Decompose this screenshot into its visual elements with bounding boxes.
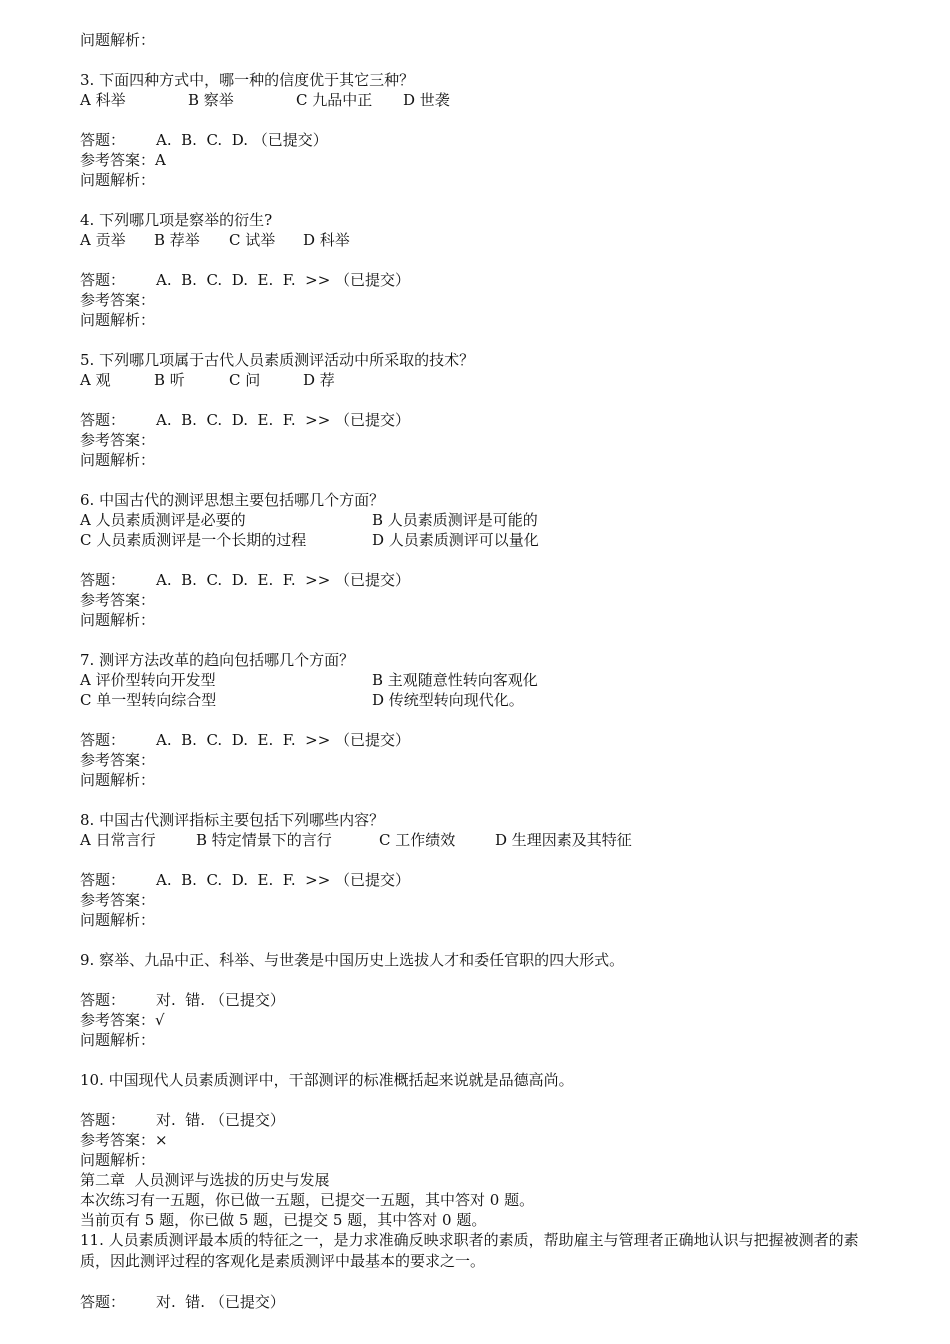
answer-row	[80, 730, 880, 750]
options-row	[80, 530, 880, 550]
analysis-label: 问题解析：	[80, 1151, 156, 1169]
reference-answer	[80, 1010, 880, 1030]
question-text	[80, 210, 880, 230]
question-stem: 察举、九品中正、科举、与世袭是中国历史上选拔人才和委任官职的四大形式。	[99, 951, 625, 969]
reference-label: 参考答案：	[80, 431, 156, 449]
option-d: D 生理因素及其特征	[495, 831, 632, 849]
analysis-label: 问题解析：	[80, 451, 156, 469]
reference-label: 参考答案：	[80, 891, 156, 909]
answer-label: 答题：	[80, 1293, 126, 1311]
option-b: B 人员素质测评是可能的	[372, 511, 538, 529]
question-number: 5.	[80, 351, 95, 369]
option-a: A 评价型转向开发型	[80, 671, 216, 689]
question-stem: 人员素质测评最本质的特征之一，是力求准确反映求职者的素质，帮助雇主与管理者正确地认识与把握被测者的素质，因此测评过程的客观化是素质测评中最基本的要求之一。	[80, 1231, 859, 1270]
question-stem: 中国现代人员素质测评中，干部测评的标准概括起来说就是品德高尚。	[108, 1071, 574, 1089]
question-block	[80, 70, 880, 190]
option-b: B 特定情景下的言行	[196, 831, 332, 849]
reference-value: ×	[155, 1131, 168, 1149]
option-c: C 试举	[229, 231, 276, 249]
option-c: C 人员素质测评是一个长期的过程	[80, 531, 307, 549]
answer-row	[80, 410, 880, 430]
question-block	[80, 1070, 880, 1170]
analysis-label: 问题解析：	[80, 1031, 156, 1049]
answer-choices[interactable]: A. B. C. D. （已提交）	[156, 131, 328, 149]
options-row	[80, 90, 880, 110]
reference-value: √	[155, 1011, 165, 1029]
options-row	[80, 510, 880, 530]
answer-choices[interactable]: 对. 错. （已提交）	[156, 1293, 285, 1311]
question-block	[80, 810, 880, 930]
answer-choices[interactable]: A. B. C. D. E. F. >> （已提交）	[156, 271, 411, 289]
analysis-label: 问题解析：	[80, 611, 156, 629]
question-number: 10.	[80, 1071, 104, 1089]
option-c: C 单一型转向综合型	[80, 691, 217, 709]
question-number: 6.	[80, 491, 95, 509]
question-block	[80, 650, 880, 790]
question-number: 8.	[80, 811, 95, 829]
answer-label: 答题：	[80, 271, 126, 289]
option-a: A 观	[80, 371, 111, 389]
option-a: A 人员素质测评是必要的	[80, 511, 246, 529]
answer-label: 答题：	[80, 871, 126, 889]
option-a: A 贡举	[80, 231, 126, 249]
option-d: D 传统型转向现代化。	[372, 691, 524, 709]
answer-choices[interactable]: A. B. C. D. E. F. >> （已提交）	[156, 571, 411, 589]
question-text	[80, 810, 880, 830]
reference-answer	[80, 890, 880, 910]
answer-label: 答题：	[80, 991, 126, 1009]
answer-label: 答题：	[80, 571, 126, 589]
option-d: D 世袭	[403, 91, 450, 109]
options-row	[80, 230, 880, 250]
analysis-label: 问题解析：	[80, 911, 156, 929]
question-number: 11.	[80, 1231, 104, 1249]
reference-label: 参考答案：	[80, 591, 156, 609]
question-number: 4.	[80, 211, 95, 229]
question-number: 3.	[80, 71, 95, 89]
answer-row	[80, 870, 880, 890]
option-c: C 工作绩效	[379, 831, 456, 849]
question-number: 9.	[80, 951, 95, 969]
answer-label: 答题：	[80, 1111, 126, 1129]
analysis-label: 问题解析：	[80, 31, 156, 49]
option-c: C 问	[229, 371, 261, 389]
question-text	[80, 1070, 880, 1090]
question-stem: 中国古代测评指标主要包括下列哪些内容？	[99, 811, 385, 829]
reference-label: 参考答案：	[80, 751, 156, 769]
question-block	[80, 490, 880, 630]
option-b: B 主观随意性转向客观化	[372, 671, 538, 689]
practice-summary: 本次练习有一五题，你已做一五题，已提交一五题，其中答对 0 题。	[80, 1191, 535, 1209]
page-summary: 当前页有 5 题，你已做 5 题，已提交 5 题，其中答对 0 题。	[80, 1211, 487, 1229]
reference-label: 参考答案：	[80, 1131, 156, 1149]
option-a: A 日常言行	[80, 831, 156, 849]
question-block	[80, 350, 880, 470]
reference-answer	[80, 430, 880, 450]
question-text	[80, 950, 880, 970]
chapter-title: 第二章 人员测评与选拔的历史与发展	[80, 1171, 330, 1189]
question-number: 7.	[80, 651, 95, 669]
option-a: A 科举	[80, 91, 126, 109]
answer-label: 答题：	[80, 411, 126, 429]
reference-label: 参考答案：	[80, 1011, 156, 1029]
question-stem: 下列哪几项是察举的衍生?	[99, 211, 273, 229]
option-b: B 荐举	[154, 231, 200, 249]
option-c: C 九品中正	[296, 91, 373, 109]
analysis-label: 问题解析：	[80, 171, 156, 189]
answer-row	[80, 1110, 880, 1130]
quiz-page	[80, 30, 880, 1312]
answer-choices[interactable]: 对. 错. （已提交）	[156, 1111, 285, 1129]
question-block	[80, 950, 880, 1050]
answer-row	[80, 990, 880, 1010]
reference-answer	[80, 1130, 880, 1150]
answer-label: 答题：	[80, 131, 126, 149]
answer-row	[80, 1292, 880, 1312]
answer-choices[interactable]: A. B. C. D. E. F. >> （已提交）	[156, 411, 411, 429]
answer-row	[80, 270, 880, 290]
option-d: D 科举	[303, 231, 350, 249]
analysis-label: 问题解析：	[80, 771, 156, 789]
reference-answer	[80, 150, 880, 170]
answer-label: 答题：	[80, 731, 126, 749]
reference-answer	[80, 590, 880, 610]
options-row	[80, 830, 880, 850]
reference-value: A	[155, 151, 166, 169]
question-stem: 中国古代的测评思想主要包括哪几个方面？	[99, 491, 385, 509]
question-text	[80, 1230, 880, 1272]
question-text	[80, 350, 880, 370]
question-text	[80, 70, 880, 90]
reference-answer	[80, 290, 880, 310]
question-text	[80, 650, 880, 670]
option-b: B 听	[154, 371, 185, 389]
answer-choices[interactable]: 对. 错. （已提交）	[156, 991, 285, 1009]
options-row	[80, 690, 880, 710]
answer-choices[interactable]: A. B. C. D. E. F. >> （已提交）	[156, 871, 411, 889]
option-b: B 察举	[188, 91, 234, 109]
question-block	[80, 210, 880, 330]
options-row	[80, 370, 880, 390]
question-text	[80, 490, 880, 510]
reference-answer	[80, 750, 880, 770]
options-row	[80, 670, 880, 690]
option-d: D 人员素质测评可以量化	[372, 531, 539, 549]
question-stem: 测评方法改革的趋向包括哪几个方面？	[99, 651, 355, 669]
question-block	[80, 1230, 880, 1312]
reference-label: 参考答案：	[80, 291, 156, 309]
analysis-label: 问题解析：	[80, 311, 156, 329]
question-stem: 下面四种方式中，哪一种的信度优于其它三种？	[99, 71, 415, 89]
answer-choices[interactable]: A. B. C. D. E. F. >> （已提交）	[156, 731, 411, 749]
question-stem: 下列哪几项属于古代人员素质测评活动中所采取的技术？	[99, 351, 475, 369]
answer-row	[80, 130, 880, 150]
reference-label: 参考答案：	[80, 151, 156, 169]
option-d: D 荐	[303, 371, 335, 389]
answer-row	[80, 570, 880, 590]
